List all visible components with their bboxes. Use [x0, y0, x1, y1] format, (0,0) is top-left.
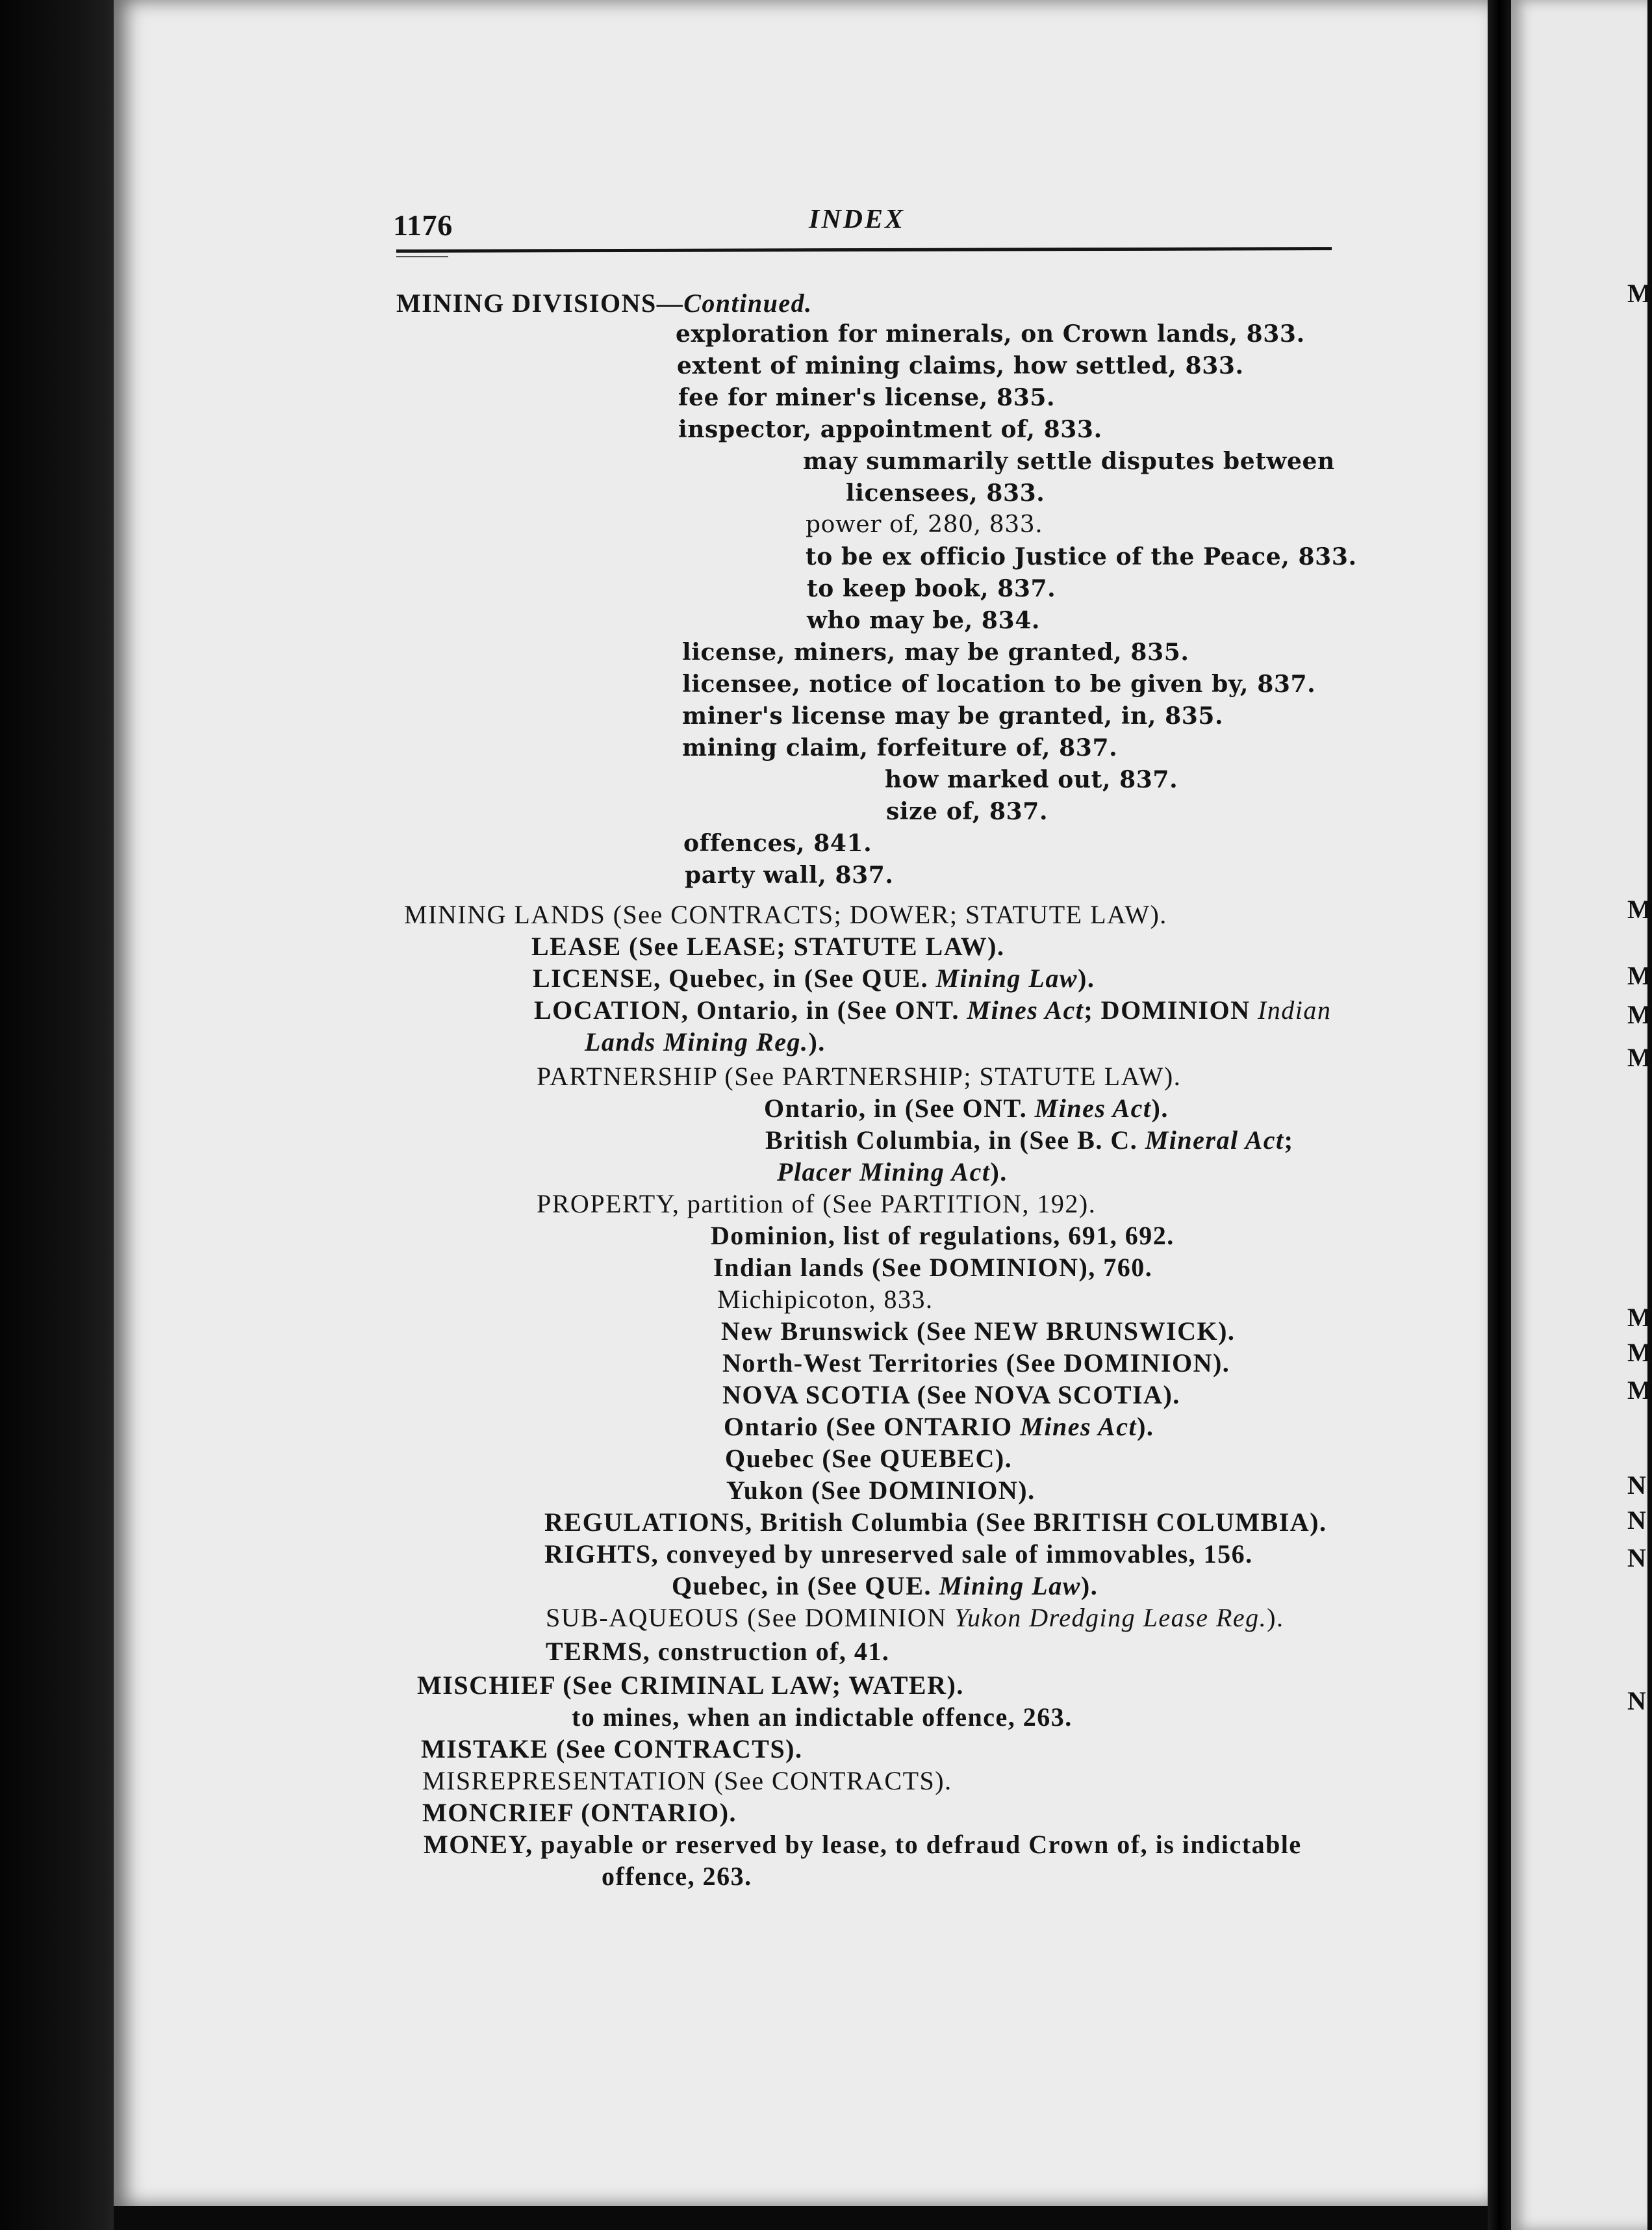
bottom-edge	[114, 2206, 1488, 2230]
facing-page-letter: M	[1627, 1338, 1652, 1367]
page-divider	[1488, 0, 1511, 2230]
book-gutter	[0, 0, 123, 2230]
index-entry: party wall, 837.	[685, 862, 894, 889]
index-entry: Indian lands (See DOMINION), 760.	[713, 1253, 1153, 1282]
facing-page-letter: M	[1627, 895, 1652, 924]
index-entry: LOCATION, Ontario, in (See ONT. Mines Act; DOMINION Indian	[534, 995, 1332, 1025]
index-heading-mining-lands: MINING LANDS (See CONTRACTS; DOWER; STATUTE LAW).	[404, 900, 1167, 929]
index-entry: inspector, appointment of, 833.	[678, 416, 1102, 443]
index-entry: New Brunswick (See NEW BRUNSWICK).	[721, 1316, 1236, 1346]
index-entry: Ontario, in (See ONT. Mines Act).	[764, 1094, 1169, 1123]
index-entry: PARTNERSHIP (See PARTNERSHIP; STATUTE LAW).	[537, 1062, 1182, 1091]
index-entry: British Columbia, in (See B. C. Mineral Act;	[765, 1125, 1294, 1155]
index-heading-moncrief: MONCRIEF (ONTARIO).	[422, 1798, 737, 1827]
index-entry: PROPERTY, partition of (See PARTITION, 192).	[537, 1189, 1097, 1218]
index-entry: REGULATIONS, British Columbia (See BRITISH COLUMBIA).	[544, 1507, 1327, 1537]
index-entry: licensee, notice of location to be given by, 837.	[682, 671, 1316, 698]
page-number: 1176	[393, 209, 453, 242]
index-entry: Lands Mining Reg.).	[585, 1027, 826, 1057]
index-entry: Quebec (See QUEBEC).	[725, 1444, 1013, 1473]
index-entry: licensees, 833.	[846, 480, 1045, 507]
facing-page-letter: M	[1627, 279, 1652, 308]
index-entry: NOVA SCOTIA (See NOVA SCOTIA).	[722, 1380, 1180, 1409]
index-entry: extent of mining claims, how settled, 833.	[677, 352, 1244, 379]
index-entry: to keep book, 837.	[807, 575, 1056, 602]
facing-page	[1511, 0, 1647, 2230]
index-heading-mischief: MISCHIEF (See CRIMINAL LAW; WATER).	[417, 1671, 964, 1700]
index-entry: Ontario (See ONTARIO Mines Act).	[724, 1412, 1154, 1441]
facing-page-letter: N	[1627, 1506, 1646, 1535]
facing-page-letter: M	[1627, 1000, 1652, 1029]
index-entry: mining claim, forfeiture of, 837.	[682, 734, 1118, 762]
index-entry: may summarily settle disputes between	[803, 448, 1335, 475]
index-entry: Yukon (See DOMINION).	[726, 1476, 1036, 1505]
index-entry: LEASE (See LEASE; STATUTE LAW).	[531, 932, 1005, 961]
index-entry: how marked out, 837.	[885, 766, 1178, 793]
index-entry: to mines, when an indictable offence, 263.	[572, 1702, 1073, 1732]
index-entry: North-West Territories (See DOMINION).	[722, 1348, 1230, 1378]
index-entry: size of, 837.	[886, 798, 1048, 825]
index-entry: offence, 263.	[602, 1862, 752, 1891]
index-heading-mining-divisions: MINING DIVISIONS—Continued.	[396, 288, 813, 318]
index-entry: power of, 280, 833.	[806, 511, 1043, 538]
index-entry: offences, 841.	[683, 830, 872, 857]
facing-page-letter: M	[1627, 1303, 1652, 1332]
facing-page-letter: M	[1627, 1043, 1652, 1072]
index-entry: miner's license may be granted, in, 835.	[682, 702, 1224, 730]
facing-page-letter: M	[1627, 1376, 1652, 1405]
index-entry: RIGHTS, conveyed by unreserved sale of immovables, 156.	[544, 1539, 1253, 1569]
index-heading-money: MONEY, payable or reserved by lease, to defraud Crown of, is indictable	[424, 1830, 1302, 1859]
index-entry: to be ex officio Justice of the Peace, 833.	[806, 543, 1357, 570]
index-heading-misrepresentation: MISREPRESENTATION (See CONTRACTS).	[422, 1766, 952, 1795]
index-entry: fee for miner's license, 835.	[678, 384, 1056, 411]
index-entry: Dominion, list of regulations, 691, 692.	[711, 1221, 1175, 1250]
index-entry: Michipicoton, 833.	[717, 1285, 934, 1314]
index-entry: license, miners, may be granted, 835.	[682, 639, 1189, 666]
index-entry: Placer Mining Act).	[777, 1157, 1008, 1186]
header-rule-fragment	[396, 256, 448, 257]
facing-page-letter: M	[1627, 961, 1652, 990]
index-entry: Quebec, in (See QUE. Mining Law).	[672, 1571, 1099, 1600]
index-entry: LICENSE, Quebec, in (See QUE. Mining Law).	[533, 964, 1095, 993]
running-head: INDEX	[809, 205, 906, 235]
index-heading-mistake: MISTAKE (See CONTRACTS).	[421, 1734, 803, 1763]
index-entry: TERMS, construction of, 41.	[546, 1637, 890, 1666]
index-entry: SUB-AQUEOUS (See DOMINION Yukon Dredging Lease Reg.).	[546, 1603, 1284, 1632]
facing-page-letter: N	[1627, 1470, 1646, 1500]
facing-page-letter: N	[1627, 1543, 1646, 1572]
index-entry: exploration for minerals, on Crown lands, 833.	[676, 320, 1305, 348]
facing-page-letter: N	[1627, 1686, 1646, 1715]
index-entry: who may be, 834.	[807, 607, 1041, 634]
